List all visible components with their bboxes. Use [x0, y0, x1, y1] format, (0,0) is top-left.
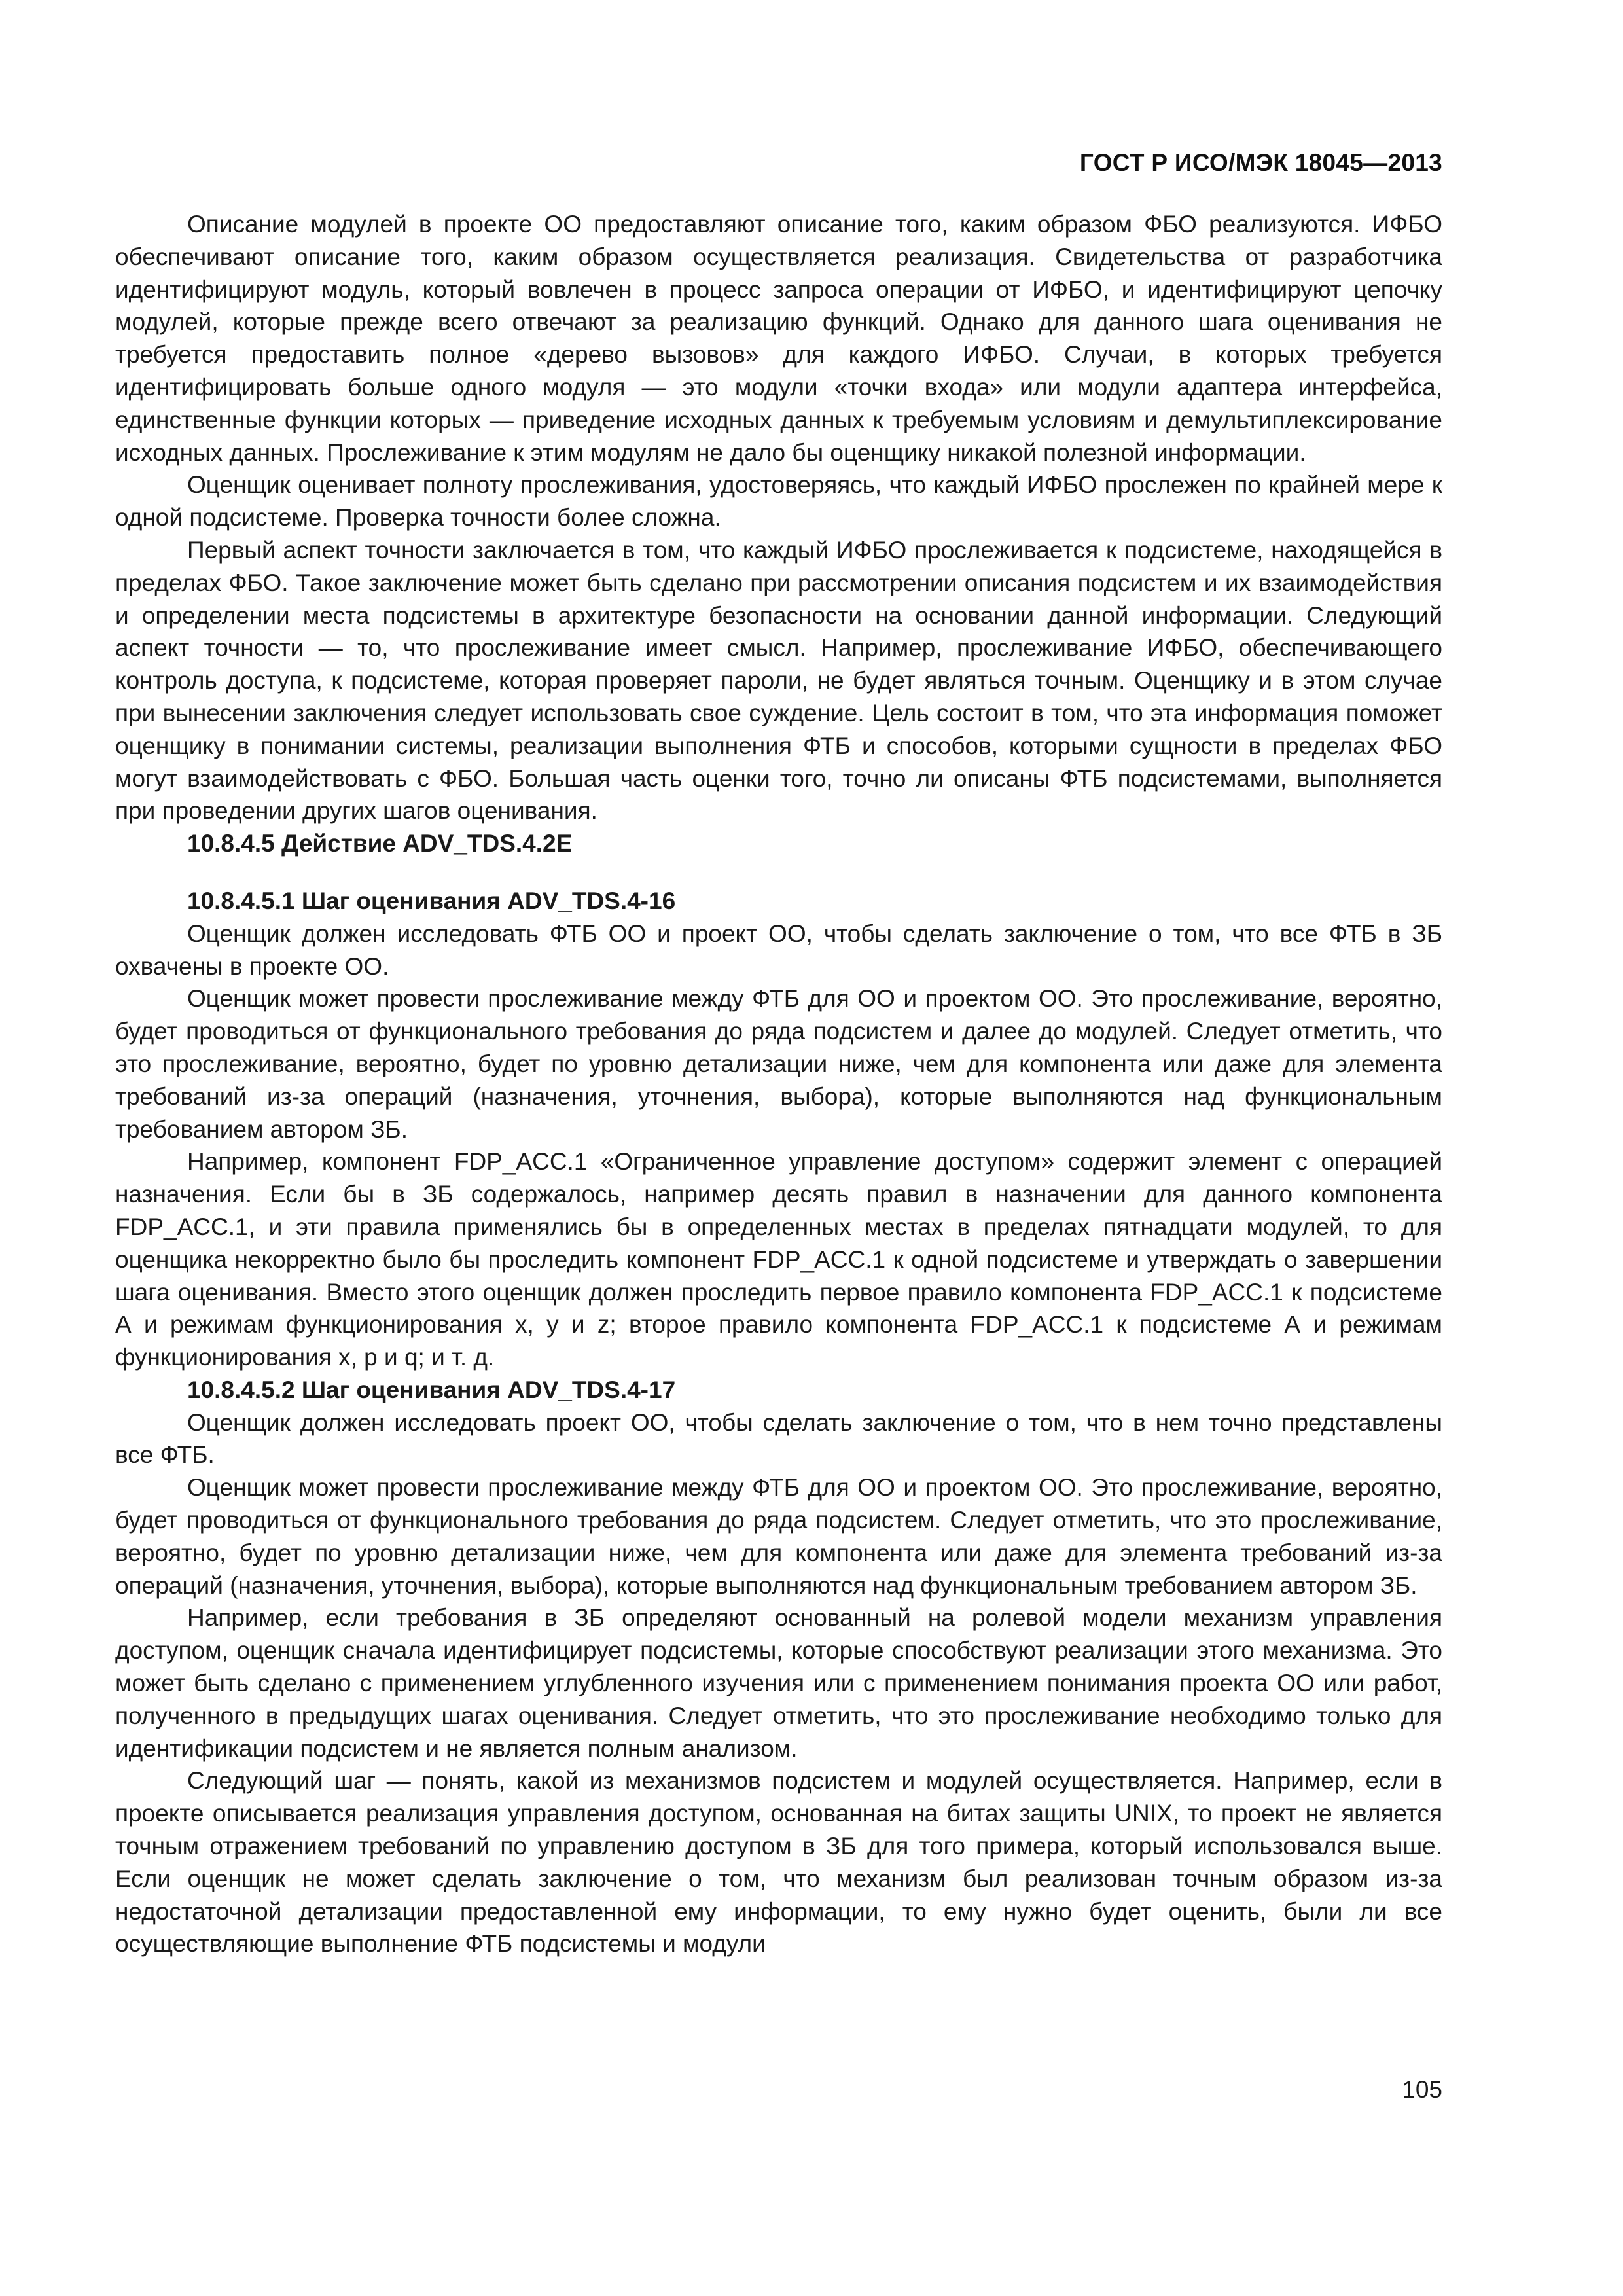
- paragraph: Оценщик может провести прослеживание между ФТБ для ОО и проектом ОО. Это прослеживание, вероятно, будет проводиться от функционального требования до ряда подсистем. Следует отметить, что это прослеживание, вероятно, будет по уровню детализации ниже, чем для компонента или даже для элемента требований из-за операций (назначения, уточнения, выбора), которые выполняются над функциональным требованием автором ЗБ.: [115, 1474, 1442, 1599]
- paragraph: Например, компонент FDP_ACC.1 «Ограниченное управление доступом» содержит элемент с операцией назначения. Если бы в ЗБ содержалось, например десять правил в назначении для данного компонента FDP_ACC.1, и эти правила применялись бы в определенных местах в пределах пятнадцати модулей, то для оценщика некорректно было бы проследить компонент FDP_ACC.1 к одной подсистеме и утверждать о завершении шага оценивания. Вместо этого оценщик должен проследить первое правило компонента FDP_ACC.1 к подсистеме А и режимам функционирования х, у и z; второе правило компонента FDP_ACC.1 к подсистеме А и режимам функционирования х, р и q; и т. д.: [115, 1148, 1442, 1371]
- paragraph: Следующий шаг — понять, какой из механизмов подсистем и модулей осуществляется. Например, если в проекте описывается реализация управления доступом, основанная на битах защиты UNIX, то проект не является точным отражением требований по управлению доступом в ЗБ для того примера, который использовался выше. Если оценщик не может сделать заключение о том, что механизм был реализован точным образом из-за недостаточной детализации предоставленной ему информации, то ему нужно будет оценить, были ли все осуществляющие выполнение ФТБ подсистемы и модули: [115, 1767, 1442, 1958]
- page-number: 105: [1402, 2076, 1442, 2103]
- paragraph: Оценщик должен исследовать ФТБ ОО и проект ОО, чтобы сделать заключение о том, что все ФТБ в ЗБ охвачены в проекте ОО.: [115, 920, 1442, 980]
- paragraph: Оценщик должен исследовать проект ОО, чтобы сделать заключение о том, что в нем точно представлены все ФТБ.: [115, 1408, 1442, 1469]
- paragraph: Оценщик оценивает полноту прослеживания, удостоверяясь, что каждый ИФБО прослежен по крайней мере к одной подсистеме. Проверка точности более сложна.: [115, 471, 1442, 531]
- document-body: [115, 208, 1442, 1960]
- standard-header: ГОСТ Р ИСО/МЭК 18045—2013: [1079, 149, 1442, 176]
- section-heading: 10.8.4.5.2 Шаг оценивания ADV_TDS.4-17: [187, 1376, 676, 1403]
- section-heading: 10.8.4.5.1 Шаг оценивания ADV_TDS.4-16: [187, 887, 676, 914]
- paragraph: Описание модулей в проекте ОО предоставляют описание того, каким образом ФБО реализуются. ИФБО обеспечивают описание того, каким образом осуществляется реализация. Свидетельства от разработчика идентифицируют модуль, который вовлечен в процесс запроса операции от ИФБО, и идентифицируют цепочку модулей, которые прежде всего отвечают за реализацию функций. Однако для данного шага оценивания не требуется предоставить полное «дерево вызовов» для каждого ИФБО. Случаи, в которых требуется идентифицировать больше одного модуля — это модули «точки входа» или модули адаптера интерфейса, единственные функции которых — приведение исходных данных к требуемым условиям и демультиплексирование исходных данных. Прослеживание к этим модулям не дало бы оценщику никакой полезной информации.: [115, 211, 1442, 466]
- paragraph: Например, если требования в ЗБ определяют основанный на ролевой модели механизм управления доступом, оценщик сначала идентифицирует подсистемы, которые способствуют реализации этого механизма. Это может быть сделано с применением углубленного изучения или с применением понимания проекта ОО или работ, полученного в предыдущих шагах оценивания. Следует отметить, что это прослеживание необходимо только для идентификации подсистем и не является полным анализом.: [115, 1604, 1442, 1762]
- paragraph: Оценщик может провести прослеживание между ФТБ для ОО и проектом ОО. Это прослеживание, вероятно, будет проводиться от функционального требования до ряда подсистем и далее до модулей. Следует отметить, что это прослеживание, вероятно, будет по уровню детализации ниже, чем для компонента или даже для элемента требований из-за операций (назначения, уточнения, выбора), которые выполняются над функциональным требованием автором ЗБ.: [115, 985, 1442, 1143]
- section-heading: 10.8.4.5 Действие ADV_TDS.4.2E: [187, 830, 573, 857]
- paragraph: Первый аспект точности заключается в том, что каждый ИФБО прослеживается к подсистеме, находящейся в пределах ФБО. Такое заключение может быть сделано при рассмотрении описания подсистем и их взаимодействия и определении места подсистемы в архитектуре безопасности на основании данной информации. Следующий аспект точности — то, что прослеживание имеет смысл. Например, прослеживание ИФБО, обеспечивающего контроль доступа, к подсистеме, которая проверяет пароли, не будет являться точным. Оценщику и в этом случае при вынесении заключения следует использовать свое суждение. Цель состоит в том, что эта информация поможет оценщику в понимании системы, реализации выполнения ФТБ и способов, которыми сущности в пределах ФБО могут взаимодействовать с ФБО. Большая часть оценки того, точно ли описаны ФТБ подсистемами, выполняется при проведении других шагов оценивания.: [115, 536, 1442, 825]
